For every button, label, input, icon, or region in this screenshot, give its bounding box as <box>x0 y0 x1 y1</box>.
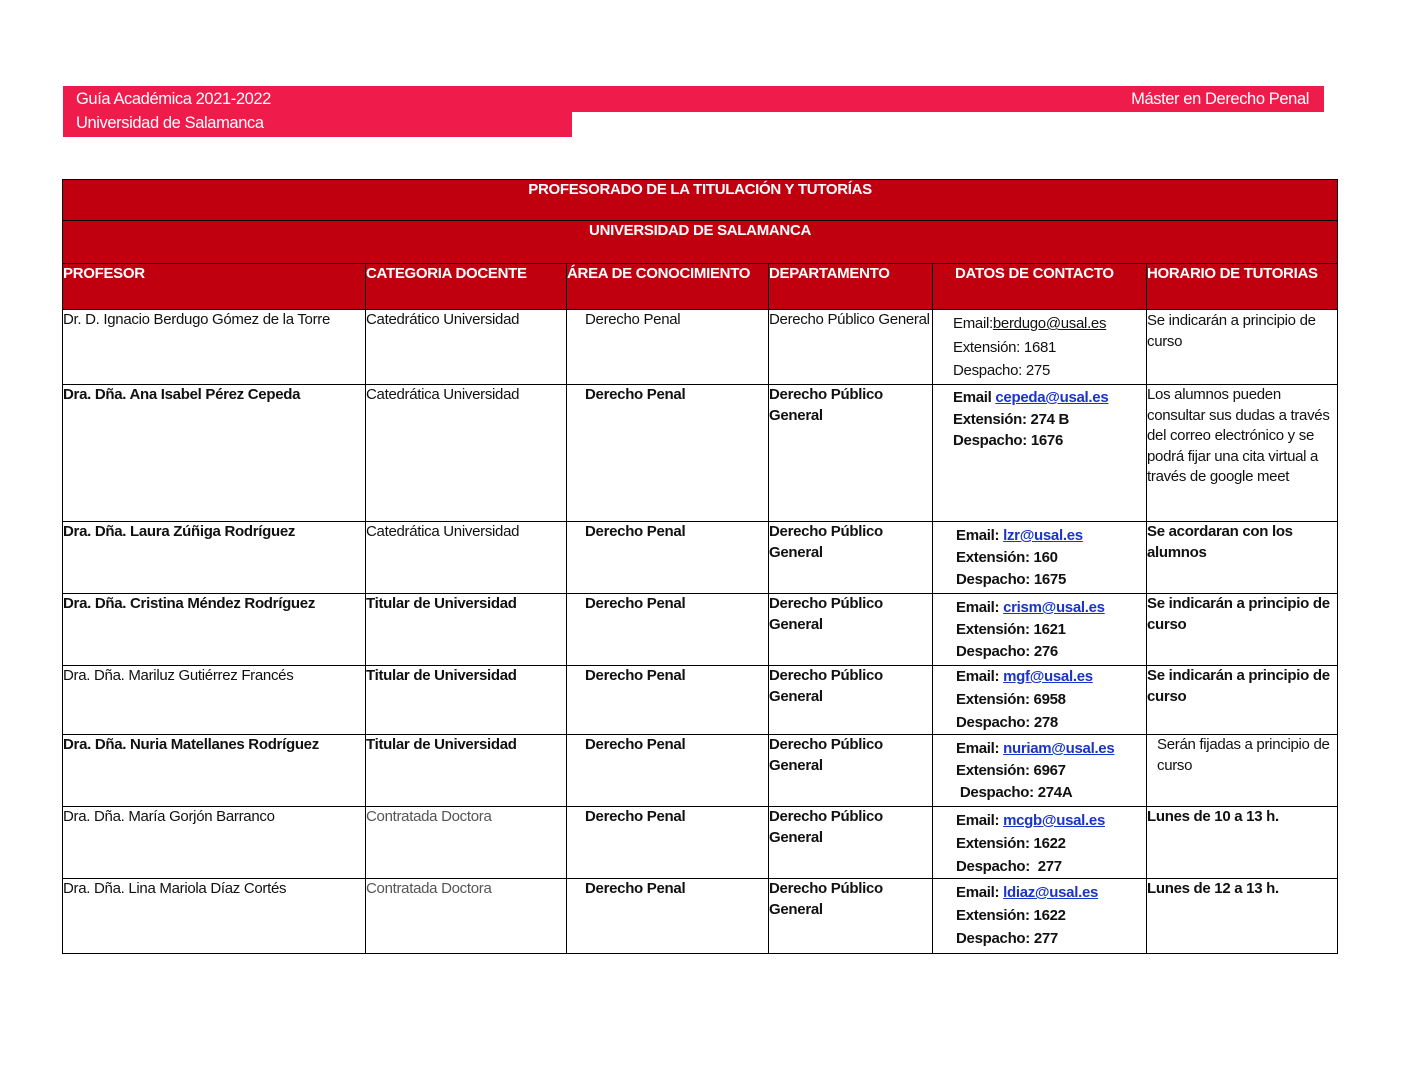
column-header-row <box>63 264 1338 310</box>
email-link[interactable]: mgf@usal.es <box>1003 668 1093 685</box>
column-header-area: ÁREA DE CONOCIMIENTO <box>567 264 769 310</box>
categoria-cell: Catedrática Universidad <box>366 385 567 522</box>
table-row <box>63 807 1338 879</box>
despacho-text: Despacho: 1675 <box>956 571 1067 588</box>
contact-cell <box>933 522 1147 594</box>
email-label: Email: <box>956 599 1004 616</box>
email-label: Email: <box>956 740 1004 757</box>
guide-title: Guía Académica 2021-2022 <box>76 90 271 108</box>
university-name: Universidad de Salamanca <box>76 114 264 132</box>
departamento-cell: Derecho Público General <box>769 666 933 735</box>
area-cell: Derecho Penal <box>567 807 769 879</box>
horario-cell: Se indicarán a principio de curso <box>1147 666 1338 735</box>
contact-cell <box>933 594 1147 666</box>
email-link[interactable]: crism@usal.es <box>1003 599 1105 616</box>
column-header-categoria: CATEGORIA DOCENTE <box>366 264 567 310</box>
area-cell: Derecho Penal <box>567 385 769 522</box>
departamento-cell: Derecho Público General <box>769 735 933 807</box>
horario-cell: Se indicarán a principio de curso <box>1147 310 1338 385</box>
area-cell: Derecho Penal <box>567 310 769 385</box>
table-subtitle-row <box>63 221 1338 264</box>
categoria-cell: Titular de Universidad <box>366 666 567 735</box>
column-header-horario: HORARIO DE TUTORIAS <box>1147 264 1338 310</box>
contact-cell <box>933 879 1147 954</box>
extension-text: Extensión: 160 <box>956 549 1058 566</box>
email-label: Email: <box>956 668 1004 685</box>
categoria-cell: Catedrático Universidad <box>366 310 567 385</box>
column-header-departamento: DEPARTAMENTO <box>769 264 933 310</box>
horario-cell: Se indicarán a principio de curso <box>1147 594 1338 666</box>
despacho-text: Despacho: 275 <box>953 362 1051 379</box>
email-link[interactable]: ldiaz@usal.es <box>1003 884 1099 901</box>
profesor-cell: Dra. Dña. Cristina Méndez Rodríguez <box>63 594 366 666</box>
email-link[interactable]: berdugo@usal.es <box>992 315 1107 332</box>
extension-text: Extensión: 1681 <box>953 338 1057 356</box>
email-label: Email: <box>956 884 1004 901</box>
email-label: Email: <box>953 315 993 332</box>
header-banner <box>63 86 1324 112</box>
table-row <box>63 879 1338 954</box>
table-row <box>63 594 1338 666</box>
profesor-cell: Dra. Dña. Laura Zúñiga Rodríguez <box>63 522 366 594</box>
horario-cell: Lunes de 12 a 13 h. <box>1147 879 1338 954</box>
email-link[interactable]: mcgb@usal.es <box>1003 812 1105 829</box>
extension-text: Extensión: 1622 <box>956 835 1066 852</box>
email-link[interactable]: cepeda@usal.es <box>995 389 1109 406</box>
column-header-profesor: PROFESOR <box>63 264 366 310</box>
profesor-cell: Dra. Dña. Nuria Matellanes Rodríguez <box>63 735 366 807</box>
extension-text: Extensión: 274 B <box>953 411 1070 428</box>
faculty-table <box>62 179 1338 954</box>
departamento-cell: Derecho Público General <box>769 879 933 954</box>
despacho-text: Despacho: 274A <box>956 784 1073 801</box>
profesor-cell: Dra. Dña. Mariluz Gutiérrez Francés <box>63 666 366 735</box>
program-title: Máster en Derecho Penal <box>1131 90 1309 108</box>
area-cell: Derecho Penal <box>567 666 769 735</box>
email-link[interactable]: lzr@usal.es <box>1003 527 1083 544</box>
contact-cell <box>933 385 1147 522</box>
profesor-cell: Dra. Dña. Lina Mariola Díaz Cortés <box>63 879 366 954</box>
categoria-cell: Contratada Doctora <box>366 879 567 954</box>
despacho-text: Despacho: 277 <box>956 858 1062 875</box>
contact-cell <box>933 310 1147 385</box>
extension-text: Extensión: 6958 <box>956 691 1066 708</box>
profesor-cell: Dr. D. Ignacio Berdugo Gómez de la Torre <box>63 310 366 385</box>
email-label: Email <box>953 389 996 406</box>
table-title: PROFESORADO DE LA TITULACIÓN Y TUTORÍAS <box>63 180 1338 221</box>
table-row <box>63 735 1338 807</box>
horario-cell: Se acordaran con los alumnos <box>1147 522 1338 594</box>
extension-text: Extensión: 6967 <box>956 762 1066 779</box>
table-row <box>63 522 1338 594</box>
categoria-cell: Catedrática Universidad <box>366 522 567 594</box>
departamento-cell: Derecho Público General <box>769 385 933 522</box>
area-cell: Derecho Penal <box>567 879 769 954</box>
area-cell: Derecho Penal <box>567 594 769 666</box>
departamento-cell: Derecho Público General <box>769 807 933 879</box>
categoria-cell: Contratada Doctora <box>366 807 567 879</box>
categoria-cell: Titular de Universidad <box>366 735 567 807</box>
column-header-contacto: DATOS DE CONTACTO <box>933 264 1147 310</box>
contact-cell <box>933 666 1147 735</box>
departamento-cell: Derecho Público General <box>769 310 933 385</box>
departamento-cell: Derecho Público General <box>769 522 933 594</box>
header-university-bar <box>63 112 572 137</box>
area-cell: Derecho Penal <box>567 735 769 807</box>
table-row <box>63 310 1338 385</box>
contact-cell <box>933 735 1147 807</box>
email-label: Email: <box>956 527 1004 544</box>
table-title-row <box>63 180 1338 221</box>
table-row <box>63 666 1338 735</box>
extension-text: Extensión: 1621 <box>956 621 1066 638</box>
area-cell: Derecho Penal <box>567 522 769 594</box>
despacho-text: Despacho: 278 <box>956 714 1058 731</box>
table-row <box>63 385 1338 522</box>
despacho-text: Despacho: 1676 <box>953 432 1064 449</box>
email-link[interactable]: nuriam@usal.es <box>1003 740 1115 757</box>
email-label: Email: <box>956 812 1004 829</box>
categoria-cell: Titular de Universidad <box>366 594 567 666</box>
table-subtitle: UNIVERSIDAD DE SALAMANCA <box>63 221 1338 264</box>
horario-cell: Los alumnos pueden consultar sus dudas a través del correo electrónico y se podrá fijar una cita virtual a través de google meet <box>1147 385 1338 522</box>
contact-cell <box>933 807 1147 879</box>
departamento-cell: Derecho Público General <box>769 594 933 666</box>
extension-text: Extensión: 1622 <box>956 907 1066 924</box>
horario-cell: Serán fijadas a principio de curso <box>1147 735 1338 807</box>
profesor-cell: Dra. Dña. Ana Isabel Pérez Cepeda <box>63 385 366 522</box>
despacho-text: Despacho: 276 <box>956 643 1058 660</box>
horario-cell: Lunes de 10 a 13 h. <box>1147 807 1338 879</box>
profesor-cell: Dra. Dña. María Gorjón Barranco <box>63 807 366 879</box>
despacho-text: Despacho: 277 <box>956 930 1058 947</box>
